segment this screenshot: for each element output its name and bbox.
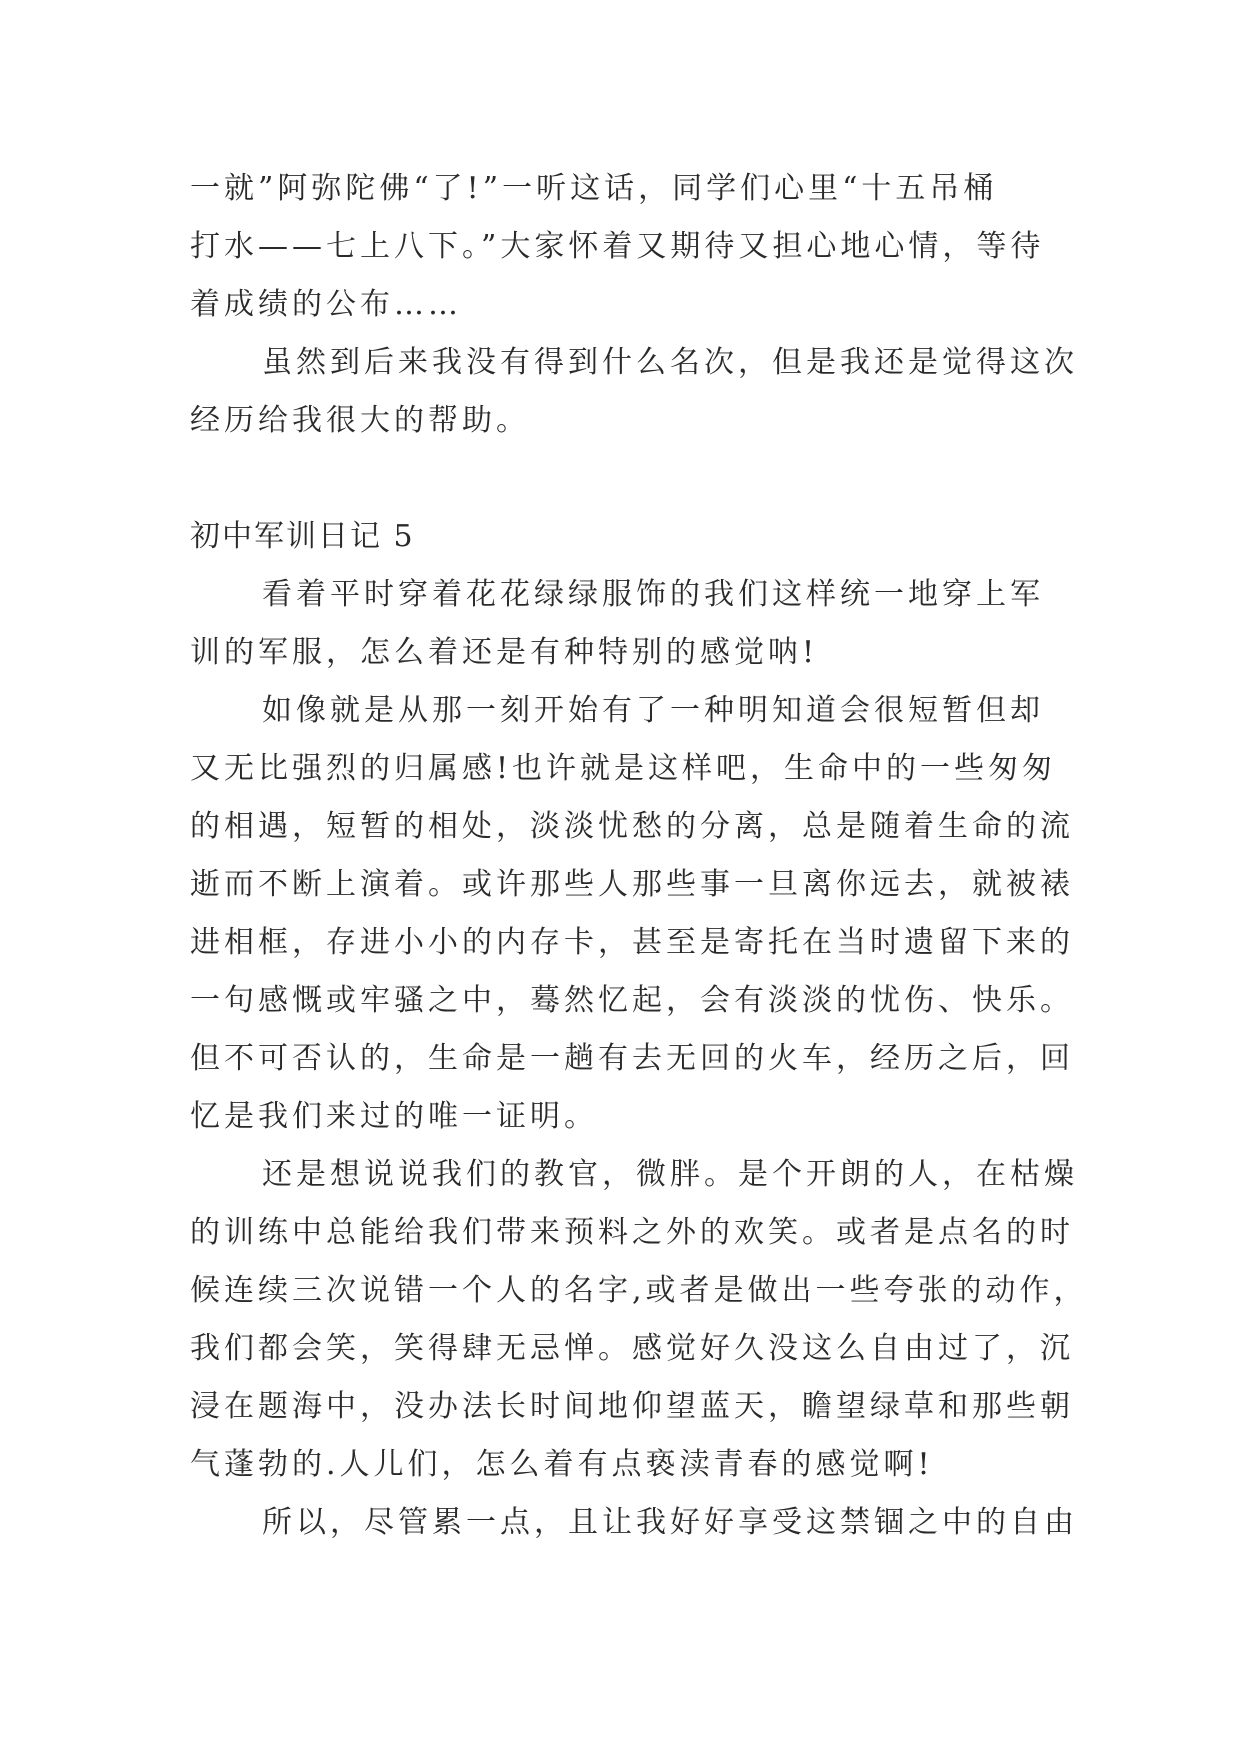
text-line: 浸在题海中，没办法长时间地仰望蓝天，瞻望绿草和那些朝: [190, 1389, 1074, 1424]
paragraph-gap: [190, 450, 1055, 508]
text-line: 的相遇，短暂的相处，淡淡忧愁的分离，总是随着生命的流: [190, 809, 1074, 844]
text-line: 虽然到后来我没有得到什么名次，但是我还是觉得这次: [262, 345, 1078, 380]
text-line: 忆是我们来过的唯一证明。: [190, 1099, 598, 1134]
text-line: 候连续三次说错一个人的名字,或者是做出一些夸张的动作，: [190, 1273, 1088, 1308]
text-line: 如像就是从那一刻开始有了一种明知道会很短暂但却: [262, 693, 1044, 728]
text-line: 但不可否认的，生命是一趟有去无回的火车，经历之后，回: [190, 1041, 1074, 1076]
text-line: 的训练中总能给我们带来预料之外的欢笑。或者是点名的时: [190, 1215, 1074, 1250]
text-line: 看着平时穿着花花绿绿服饰的我们这样统一地穿上军: [262, 577, 1044, 612]
text-line: 又无比强烈的归属感!也许就是这样吧，生命中的一些匆匆: [190, 751, 1057, 786]
text-line: 我们都会笑，笑得肆无忌惮。感觉好久没这么自由过了，沉: [190, 1331, 1074, 1366]
text-line: 训的军服，怎么着还是有种特别的感觉呐!: [190, 635, 819, 670]
document-body: [190, 160, 1088, 1552]
text-line: 打水——七上八下。”大家怀着又期待又担心地心情，等待: [190, 229, 1045, 264]
text-line: 经历给我很大的帮助。: [190, 403, 530, 438]
text-line: 一就”阿弥陀佛“了!”一听这话，同学们心里“十五吊桶: [190, 171, 998, 206]
text-line: 气蓬勃的.人儿们，怎么着有点亵渎青春的感觉啊!: [190, 1447, 934, 1482]
text-line: 着成绩的公布……: [190, 287, 462, 322]
text-line: 一句感慨或牢骚之中，蓦然忆起，会有淡淡的忧伤、快乐。: [190, 983, 1074, 1018]
text-line: 还是想说说我们的教官，微胖。是个开朗的人，在枯燥: [262, 1157, 1078, 1192]
section-heading: 初中军训日记 5: [190, 519, 415, 554]
text-line: 进相框，存进小小的内存卡，甚至是寄托在当时遗留下来的: [190, 925, 1074, 960]
text-line: 所以，尽管累一点，且让我好好享受这禁锢之中的自由: [262, 1505, 1078, 1540]
text-line: 逝而不断上演着。或许那些人那些事一旦离你远去，就被裱: [190, 867, 1074, 902]
